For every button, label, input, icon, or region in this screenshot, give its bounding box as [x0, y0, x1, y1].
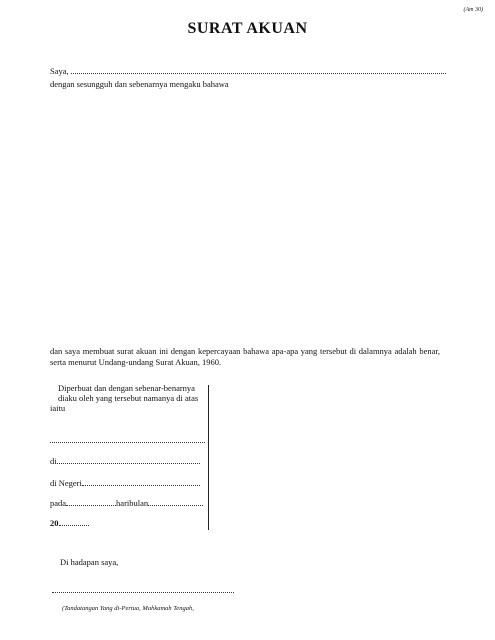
day-field[interactable]	[66, 505, 116, 506]
name-label: Saya,	[50, 66, 69, 76]
signature-field[interactable]	[52, 592, 234, 593]
attestation-line-3: iaitu	[50, 403, 66, 413]
name-line	[50, 66, 446, 76]
blank-field[interactable]	[50, 442, 205, 443]
year-row	[50, 518, 89, 528]
declaration-intro: dengan sesungguh dan sebenarnya mengaku bahawa	[50, 79, 229, 89]
page-title: SURAT AKUAN	[187, 20, 308, 37]
attestation-line-1: Diperbuat dan dengan sebenar-benarnya	[58, 383, 195, 393]
place-row	[50, 456, 200, 466]
name-field[interactable]	[71, 73, 446, 74]
blank-line-row	[50, 435, 205, 445]
date-label: pada	[50, 498, 67, 508]
closing-paragraph: dan saya membuat surat akuan ini dengan kepercayaan bahawa apa-apa yang tersebut di dalamnya adalah benar, serta menurut Undang-undang Surat Akuan, 1960.	[50, 346, 440, 367]
state-field[interactable]	[82, 485, 200, 486]
year-field[interactable]	[59, 525, 89, 526]
state-row	[50, 478, 200, 488]
signature-caption: (Tandatangan Yang di-Pertua, Mahkamah Tengah,	[62, 605, 194, 612]
date-row	[50, 498, 203, 508]
attestation-line-2: diaku oleh yang tersebut namanya di atas	[58, 393, 199, 403]
month-field[interactable]	[148, 505, 203, 506]
month-label: haribulan	[116, 498, 149, 508]
before-me-label: Di hadapan saya,	[60, 557, 119, 567]
year-label: 20	[50, 518, 59, 528]
place-label: di	[50, 456, 57, 466]
place-field[interactable]	[57, 463, 200, 464]
attestation-block	[50, 383, 208, 528]
form-code: (Am 30)	[463, 7, 483, 13]
statement-area[interactable]	[50, 95, 440, 335]
divider-line	[208, 385, 209, 530]
state-label: di Negeri	[50, 478, 82, 488]
